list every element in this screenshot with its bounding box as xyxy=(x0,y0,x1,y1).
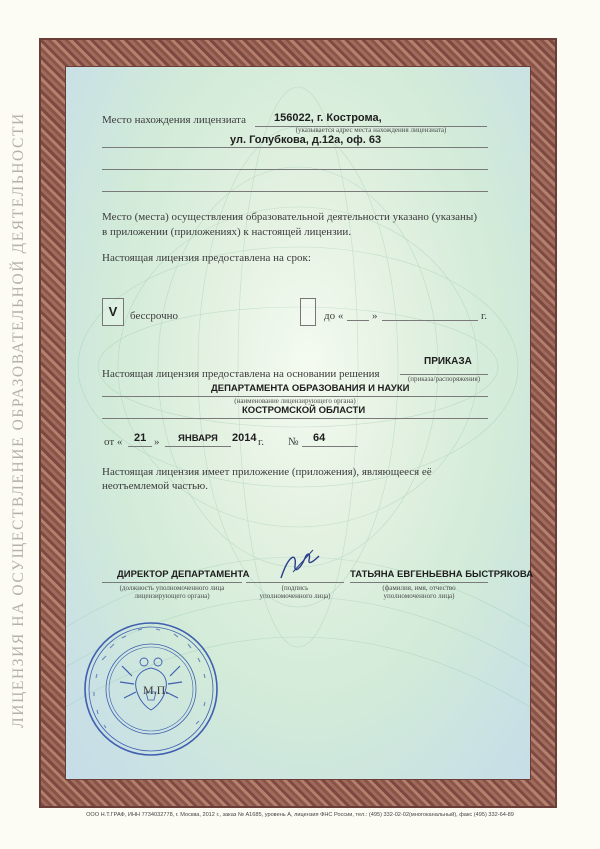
until-checkbox xyxy=(300,298,316,326)
basis-organ-underline-2 xyxy=(102,418,488,419)
location-value-line1: 156022, г. Кострома, xyxy=(274,112,382,124)
date-prefix: от « xyxy=(104,436,123,448)
until-mid: » xyxy=(372,310,378,322)
indefinite-label: бессрочно xyxy=(130,310,179,322)
activity-place-line2: в приложении (приложениях) к настоящей лицензии. xyxy=(102,226,352,238)
indefinite-checkbox xyxy=(102,298,124,326)
basis-label: Настоящая лицензия предоставлена на основании решения xyxy=(102,368,380,380)
signature-line xyxy=(246,582,344,583)
location-value-line2: ул. Голубкова, д.12а, оф. 63 xyxy=(230,134,382,146)
date-mid: » xyxy=(154,436,160,448)
location-underline-2 xyxy=(102,147,488,148)
signatory-position: ДИРЕКТОР ДЕПАРТАМЕНТА xyxy=(117,569,250,580)
until-suffix: г. xyxy=(481,310,488,322)
side-title: ЛИЦЕНЗИЯ НА ОСУЩЕСТВЛЕНИЕ ОБРАЗОВАТЕЛЬНОЙ ДЕЯТЕЛЬНОСТИ xyxy=(10,112,27,728)
signature-mark xyxy=(275,548,325,584)
date-month-line xyxy=(165,446,231,447)
printer-footer: ООО Н.Т.ГРАФ, ИНН 7734032778, г. Москва, 2012 г., заказ № А1685, уровень А, лицензия ФНС России, тел.: (495) 332-02-02(многоканальный), факс (495) 332-64-89 xyxy=(86,812,514,818)
blank-line-2 xyxy=(102,191,488,192)
stamp-place-label: М.П. xyxy=(143,683,169,697)
number-line xyxy=(302,446,358,447)
term-label: Настоящая лицензия предоставлена на срок: xyxy=(102,252,311,264)
basis-doc-type: ПРИКАЗА xyxy=(424,356,472,367)
name-line xyxy=(350,582,488,583)
date-year: 2014 xyxy=(232,432,257,444)
appendix-line1: Настоящая лицензия имеет приложение (приложения), являющееся её xyxy=(102,466,432,478)
blank-line-1 xyxy=(102,169,488,170)
date-day: 21 xyxy=(134,432,147,444)
name-caption-2: уполномоченного лица) xyxy=(383,592,455,600)
date-month: ЯНВАРЯ xyxy=(178,433,218,444)
activity-place-line1: Место (места) осуществления образовательной деятельности указано (указаны) xyxy=(102,211,477,223)
basis-organ-caption: (наименование лицензирующего органа) xyxy=(234,397,356,405)
date-day-line xyxy=(128,446,152,447)
indefinite-mark: V xyxy=(108,304,118,319)
position-caption-2: лицензирующего органа) xyxy=(134,592,210,600)
signatory-name: ТАТЬЯНА ЕВГЕНЬЕВНА БЫСТРЯКОВА xyxy=(350,569,534,580)
date-year-suffix: г. xyxy=(258,436,265,448)
basis-organ-line1: ДЕПАРТАМЕНТА ОБРАЗОВАНИЯ И НАУКИ xyxy=(211,383,410,394)
name-caption-1: (фамилия, имя, отчество xyxy=(382,584,456,592)
position-line xyxy=(102,582,242,583)
sign-caption-2: уполномоченного лица) xyxy=(259,592,331,600)
number-label: № xyxy=(288,436,299,448)
until-month-line xyxy=(382,320,478,321)
location-caption: (указывается адрес места нахождения лицензиата) xyxy=(295,126,447,134)
until-day-line xyxy=(347,320,369,321)
appendix-line2: неотъемлемой частью. xyxy=(102,480,209,492)
position-caption-1: (должность уполномоченного лица xyxy=(119,584,225,592)
basis-organ-line2: КОСТРОМСКОЙ ОБЛАСТИ xyxy=(242,405,366,416)
location-label: Место нахождения лицензиата xyxy=(102,114,247,126)
decision-number: 64 xyxy=(313,432,326,444)
until-prefix: до « xyxy=(324,310,344,322)
basis-doc-type-caption: (приказа/распоряжения) xyxy=(407,375,481,383)
sign-caption-1: (подпись xyxy=(281,584,309,592)
